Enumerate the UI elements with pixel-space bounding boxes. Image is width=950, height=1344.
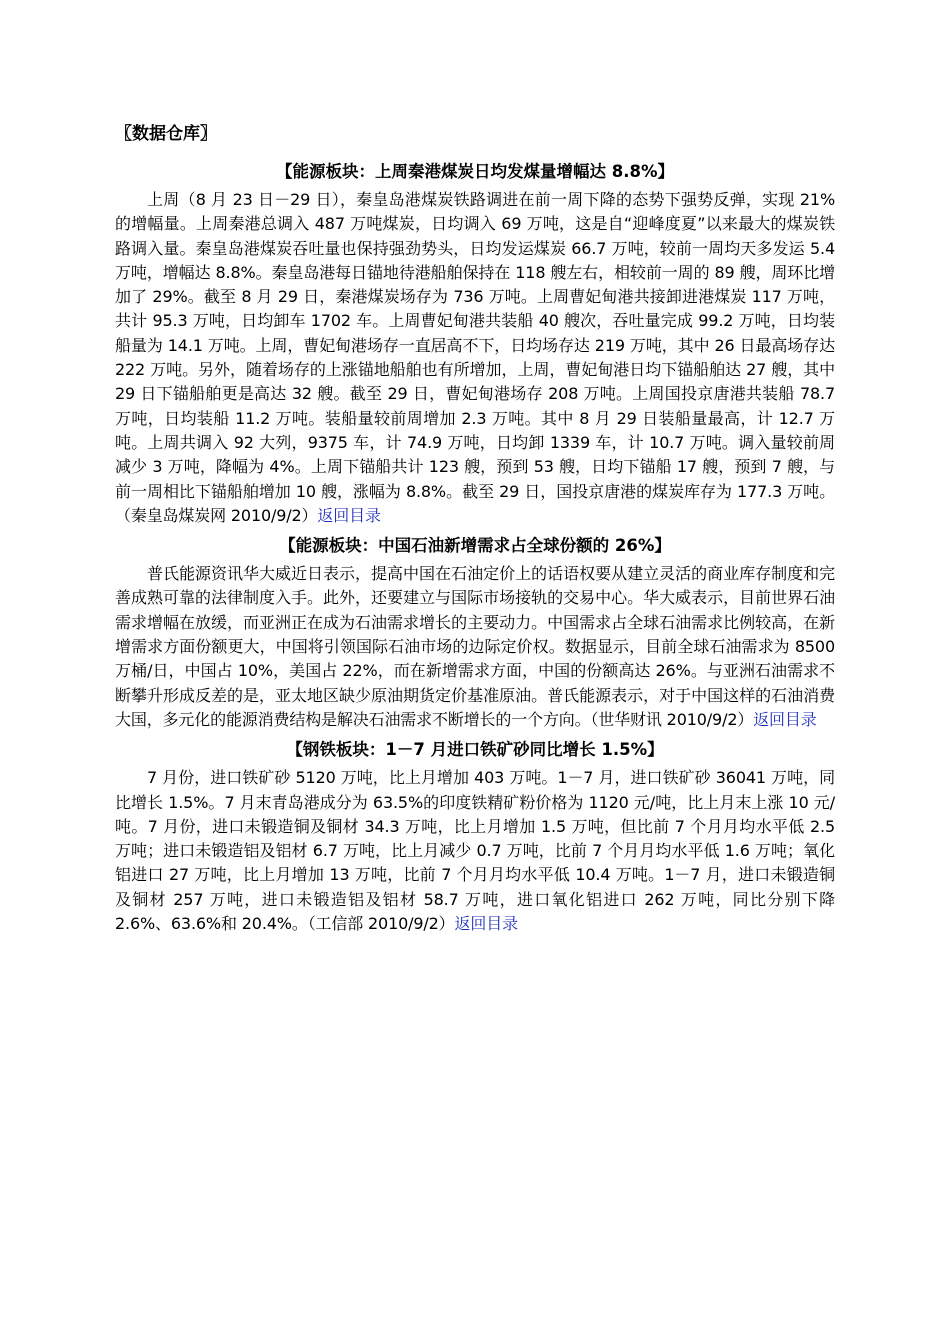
back-to-contents-link[interactable]: 返回目录 [454,914,518,934]
article-body [115,562,835,732]
document-page [115,122,835,942]
article-text: 上周（8 月 23 日－29 日），秦皇岛港煤炭铁路调进在前一周下降的态势下强势反弹，实现 21%的增幅量。上周秦港总调入 487 万吨煤炭，日均调入 69 万吨，这是自“迎峰度夏”以来最大的煤炭铁路调入量。秦皇岛港煤炭吞吐量也保持强劲势头，日均发运煤炭 66.7 万吨，较前一周均天多发运 5.4 万吨，增幅达 8.8%。秦皇岛港每日锚地待港船舶保持在 118 艘左右，相较前一周的 89 艘，周环比增加了 29%。截至 8 月 29 日，秦港煤炭场存为 736 万吨。上周曹妃甸港共接卸进港煤炭 117 万吨，共计 95.3 万吨，日均卸车 1702 车。上周曹妃甸港共装船 40 艘次，吞吐量完成 99.2 万吨，日均装船量为 14.1 万吨。上周，曹妃甸港场存一直居高不下，日均场存达 219 万吨，其中 26 日最高场存达 222 万吨。另外，随着场存的上涨锚地船舶也有所增加，上周，曹妃甸港日均下锚船舶达 27 艘，其中 29 日下锚船舶更是高达 32 艘。截至 29 日，曹妃甸港场存 208 万吨。上周国投京唐港共装船 78.7 万吨，日均装船 11.2 万吨。装船量较前周增加 2.3 万吨。其中 8 月 29 日装船量最高，计 12.7 万吨。上周共调入 92 大列，9375 车，计 74.9 万吨，日均卸 1339 车，计 10.7 万吨。调入量较前周减少 3 万吨，降幅为 4%。上周下锚船共计 123 艘，预到 53 艘，日均下锚船 17 艘，预到 7 艘，与前一周相比下锚船舶增加 10 艘，涨幅为 8.8%。截至 29 日，国投京唐港的煤炭库存为 177.3 万吨。（秦皇岛煤炭网 2010/9/2） [115,190,835,525]
article-body [115,766,835,936]
section-label: 〖数据仓库〗 [115,124,217,144]
back-to-contents-link[interactable]: 返回目录 [317,505,381,525]
article-title: 【能源板块：中国石油新增需求占全球份额的 26%】 [279,536,671,556]
article-steel [115,738,835,936]
article-coal [115,160,835,528]
article-body [115,188,835,528]
article-oil [115,534,835,732]
article-title: 【钢铁板块：1－7 月进口铁矿砂同比增长 1.5%】 [286,740,664,760]
article-title: 【能源板块：上周秦港煤炭日均发煤量增幅达 8.8%】 [275,162,674,181]
back-to-contents-link[interactable]: 返回目录 [753,709,817,729]
article-text: 普氏能源资讯华大威近日表示，提高中国在石油定价上的话语权要从建立灵活的商业库存制度和完善成熟可靠的法律制度入手。此外，还要建立与国际市场接轨的交易中心。华大威表示，目前世界石油需求增幅在放缓，而亚洲正在成为石油需求增长的主要动力。中国需求占全球石油需求比例较高，在新增需求方面份额更大，中国将引领国际石油市场的边际定价权。数据显示，目前全球石油需求为 8500 万桶/日，中国占 10%，美国占 22%，而在新增需求方面，中国的份额高达 26%。与亚洲石油需求不断攀升形成反差的是，亚太地区缺少原油期货定价基准原油。普氏能源表示，对于中国这样的石油消费大国，多元化的能源消费结构是解决石油需求不断增长的一个方向。（世华财讯 2010/9/2） [115,564,835,729]
article-text: 7 月份，进口铁矿砂 5120 万吨，比上月增加 403 万吨。1－7 月，进口铁矿砂 36041 万吨，同比增长 1.5%。7 月末青岛港成分为 63.5%的印度铁精矿粉价格为 1120 元/吨，比上月末上涨 10 元/吨。7 月份，进口未锻造铜及铜材 34.3 万吨，比上月增加 1.5 万吨，但比前 7 个月月均水平低 2.5 万吨；进口未锻造铝及铝材 6.7 万吨，比上月减少 0.7 万吨，比前 7 个月月均水平低 1.6 万吨；氧化铝进口 27 万吨，比上月增加 13 万吨，比前 7 个月月均水平低 10.4 万吨。1－7 月，进口未锻造铜及铜材 257 万吨，进口未锻造铝及铝材 58.7 万吨，进口氧化铝进口 262 万吨，同比分别下降 2.6%、63.6%和 20.4%。（工信部 2010/9/2） [115,768,835,934]
